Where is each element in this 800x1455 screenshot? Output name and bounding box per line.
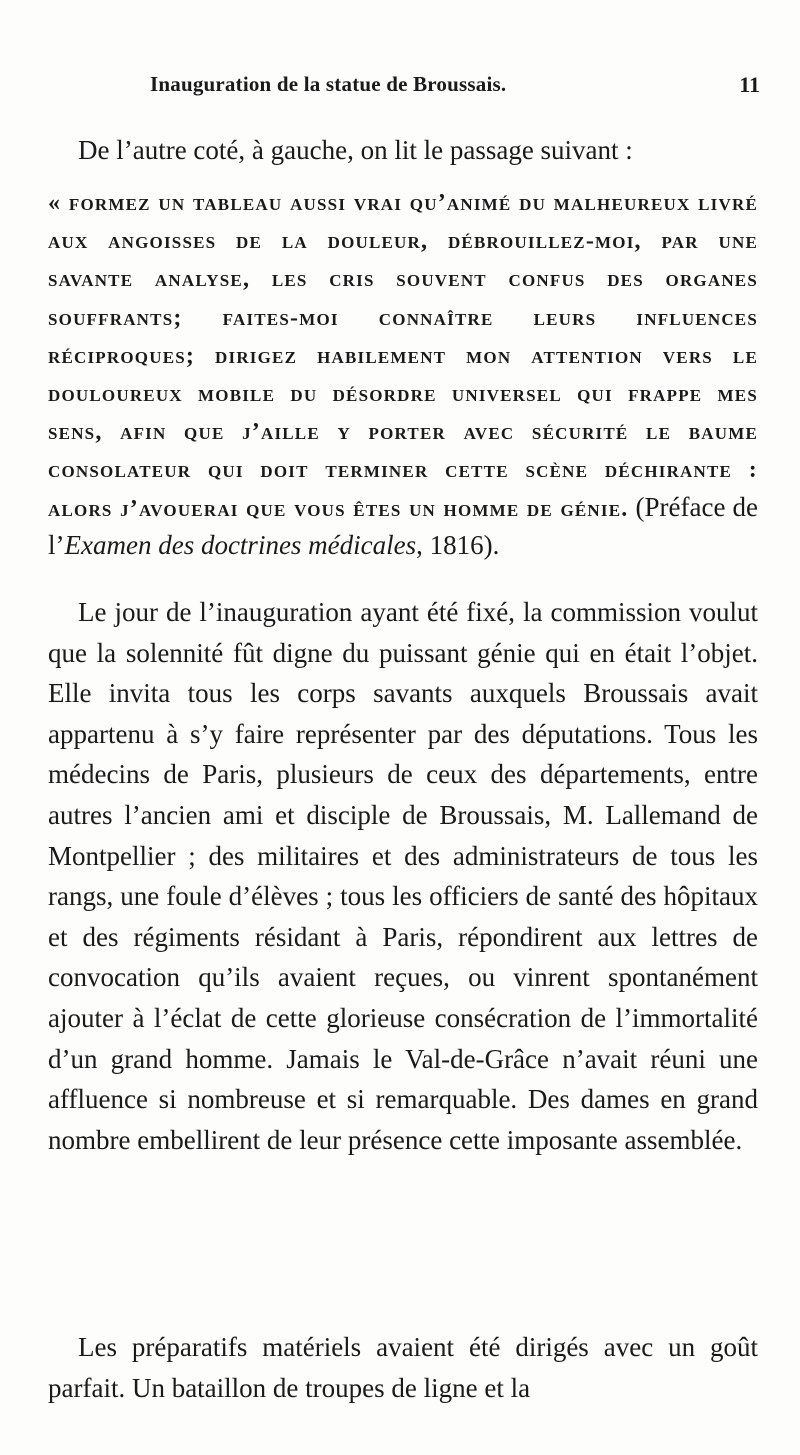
paragraph-inauguration: Le jour de l’inauguration ayant été fixé, la commission voulut que la solennité fût digne du puissant génie qui en était l’objet. Elle invita tous les corps savants auxquels Broussais avait appartenu à s’y faire représenter par des députations. Tous les médecins de Paris, plusieurs de ceux des départements, entre autres l’ancien ami et disciple de Broussais, M. Lallemand de Montpellier ; des militaires et des administrateurs de tous les rangs, une foule d’élèves ; tous les officiers de santé des hôpitaux et des régiments résidant à Paris, répondirent aux lettres de convocation qu’ils avaient reçues, ou vinrent spontanément ajouter à l’éclat de cette glorieuse consécration de l’immortalité d’un grand homme. Jamais le Val-de-Grâce n’avait réuni une affluence si nombreuse et si remarquable. Des dames en grand nombre embellirent de leur présence cette imposante assemblée. [48, 597, 758, 1155]
quote-source-prefix: (Préface de l’ [48, 491, 758, 560]
paragraph-preparatifs: Les préparatifs matériels avaient été dirigés avec un goût parfait. Un bataillon de troupes de ligne et la [48, 1332, 758, 1403]
page-header [150, 72, 760, 106]
running-title: Inauguration de la statue de Broussais. [150, 72, 507, 96]
quote-source-suffix: , 1816). [416, 529, 500, 560]
quote-source-title: Examen des doctrines médicales [64, 529, 417, 560]
block-quote [48, 183, 758, 563]
quote-text: « formez un tableau aussi vrai qu’animé du malheureux livré aux angoisses de la douleur, débrouillez-moi, par une savante analyse, les cris souvent confus des organes souffrants; faites-moi connaître leurs influences réciproques; dirigez habilement mon attention vers le douloureux mobile du désordre universel qui frappe mes sens, afin que j’aille y porter avec sécurité le baume consolateur qui doit terminer cette scène déchirante : alors j’avouerai que vous êtes un homme de génie. [48, 190, 758, 522]
page-number: 11 [739, 72, 760, 97]
intro-line: De l’autre coté, à gauche, on lit le passage suivant : [78, 135, 633, 165]
